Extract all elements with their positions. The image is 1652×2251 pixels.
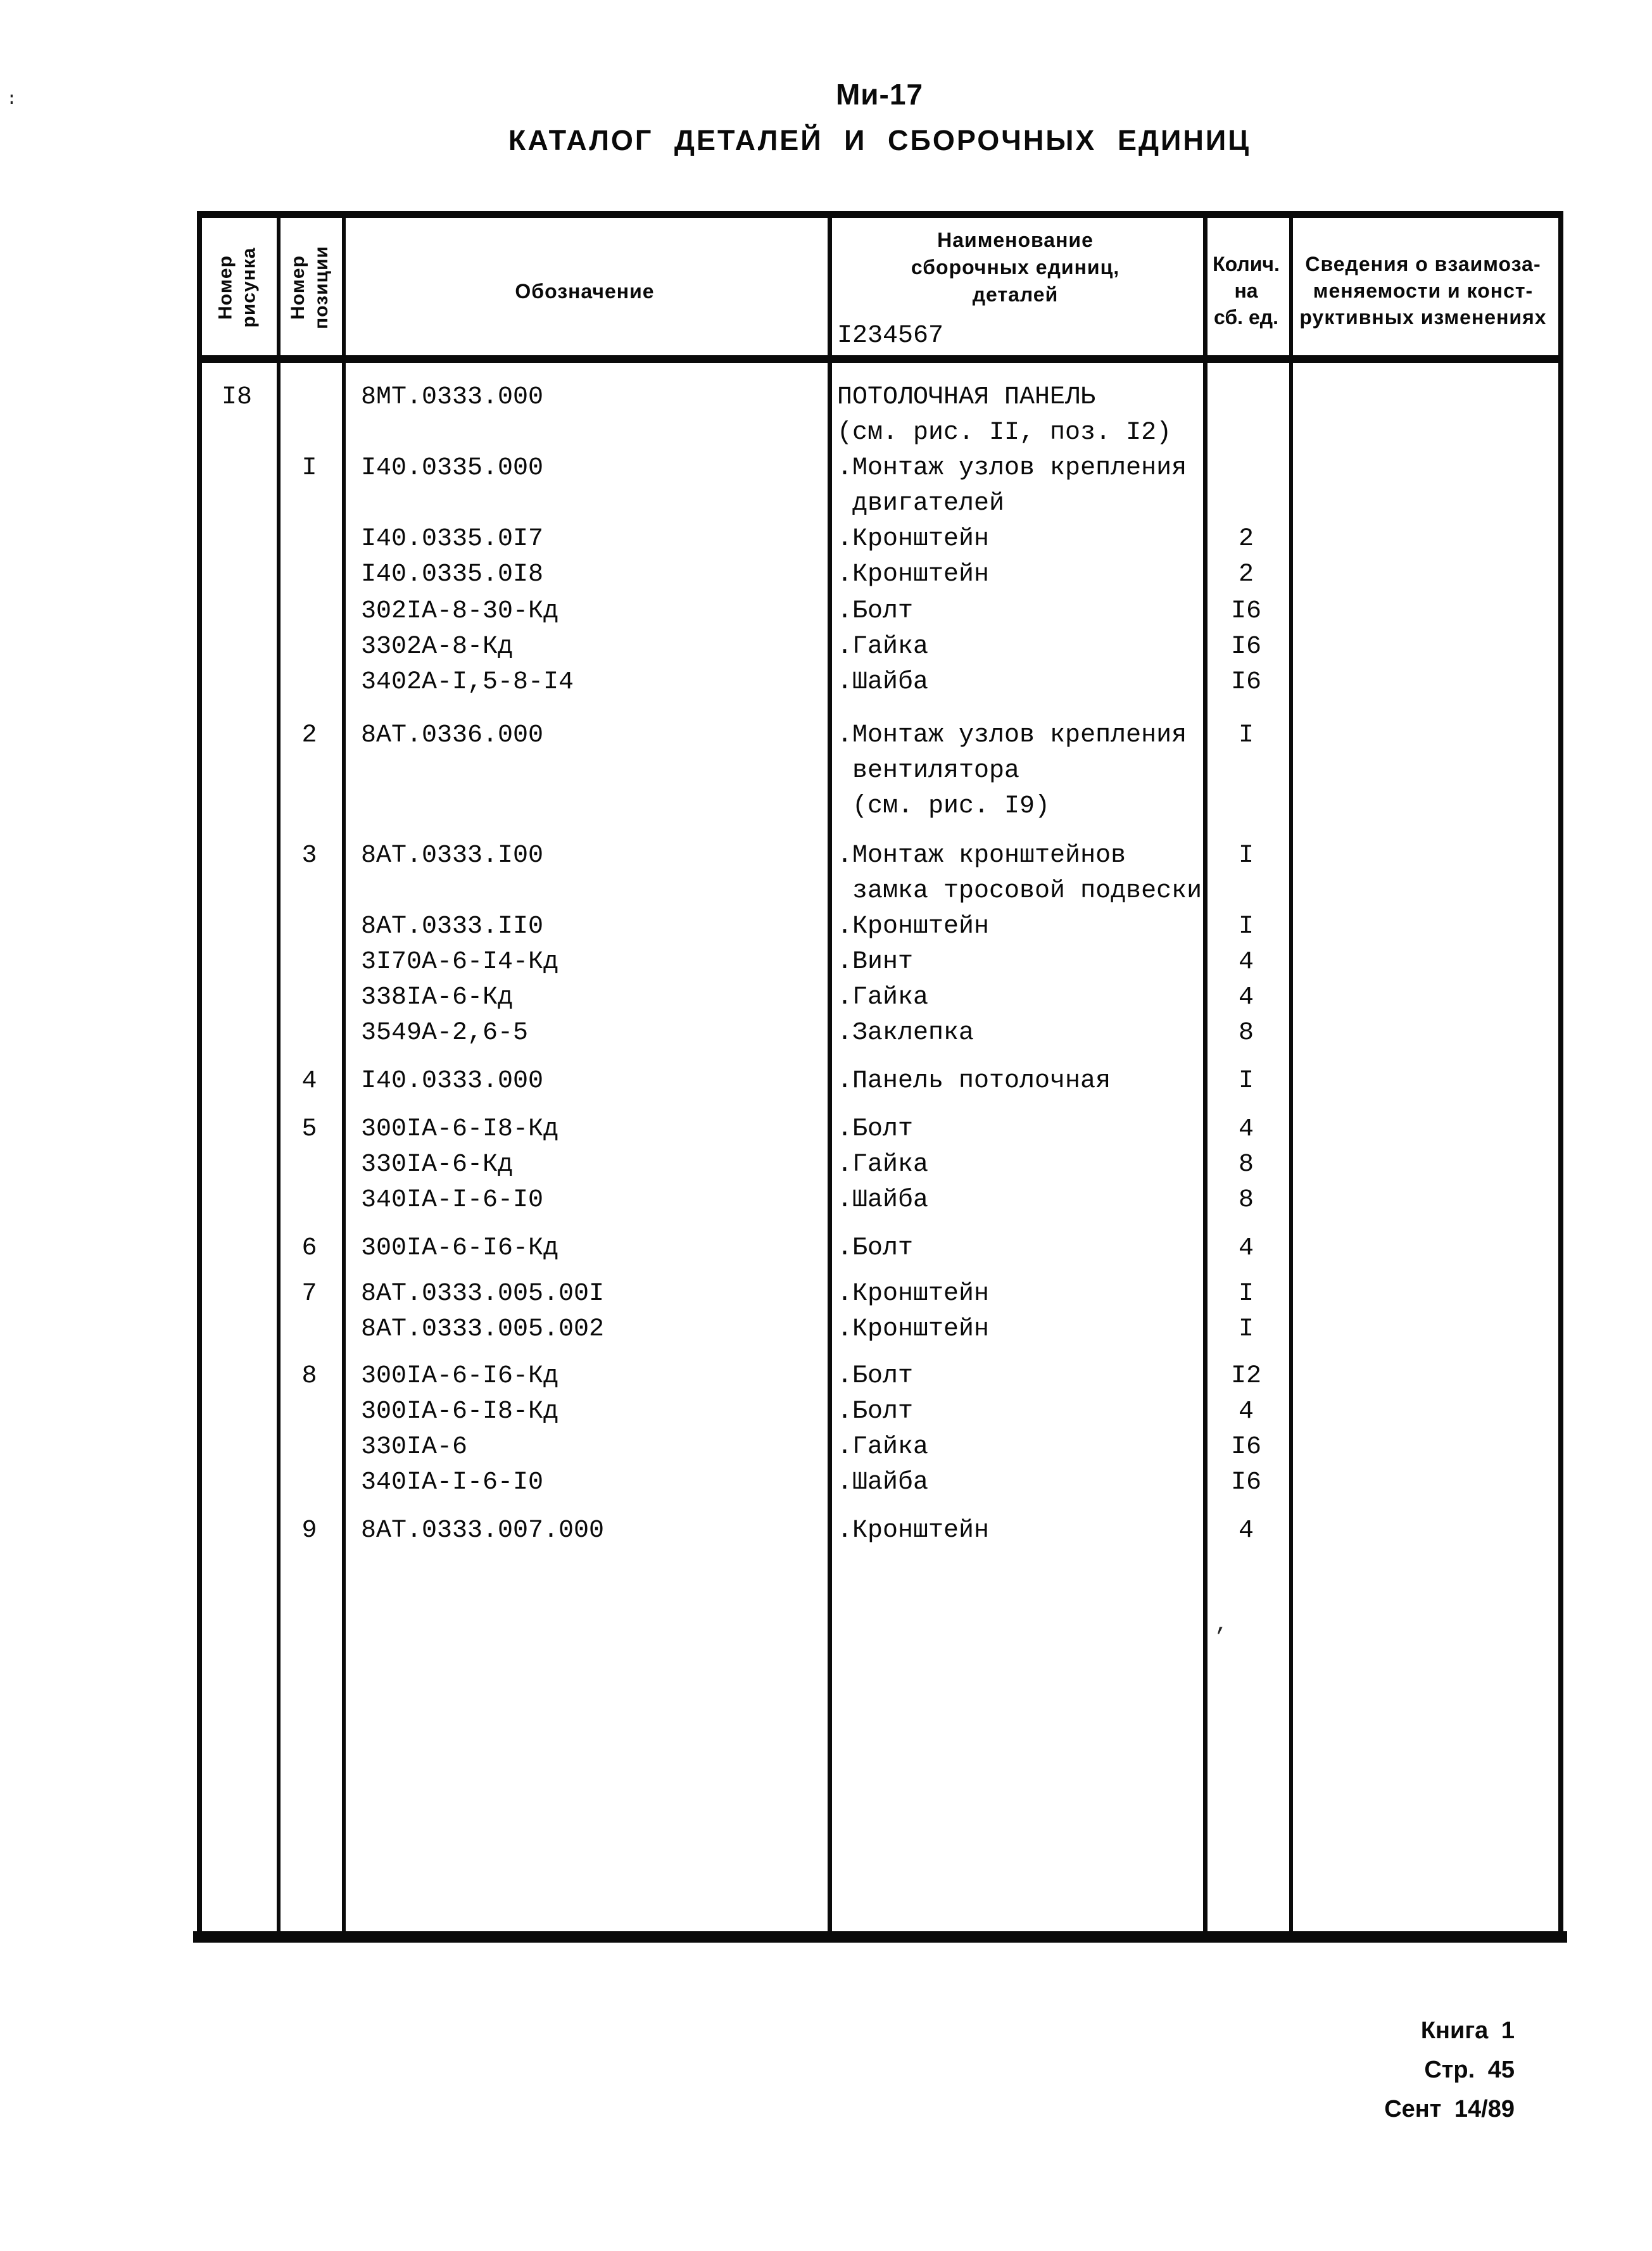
scan-artifact: : xyxy=(6,90,17,110)
table-row xyxy=(0,524,1652,560)
cell-code: 300IА-6-I8-Кд xyxy=(361,1115,559,1144)
header-label: деталей xyxy=(972,283,1059,306)
header-label: Номер xyxy=(287,255,308,320)
cell-name: .Болт xyxy=(837,597,914,626)
cell-pos: 2 xyxy=(301,721,317,750)
cell-fig: I8 xyxy=(221,383,252,412)
header-label: позиции xyxy=(310,246,332,329)
cell-pos: 5 xyxy=(301,1115,317,1144)
cell-qty: I2 xyxy=(1230,1362,1261,1390)
cell-name: .Панель потолочная xyxy=(837,1067,1111,1095)
cell-qty: 4 xyxy=(1238,1115,1254,1144)
footer-date: Сент 14/89 xyxy=(1384,2096,1515,2122)
cell-qty: 4 xyxy=(1238,983,1254,1012)
cell-code: 8МТ.0333.000 xyxy=(361,383,544,412)
cell-name: .Шайба xyxy=(837,668,929,697)
cell-code: 3402А-I,5-8-I4 xyxy=(361,668,574,697)
table-row xyxy=(0,841,1652,876)
cell-name: .Болт xyxy=(837,1115,914,1144)
cell-name: ПОТОЛОЧНАЯ ПАНЕЛЬ xyxy=(837,383,1096,412)
table-row xyxy=(0,1315,1652,1350)
cell-name: .Монтаж узлов крепления xyxy=(837,721,1187,750)
scan-artifact: ’ xyxy=(1213,1625,1227,1651)
table-row xyxy=(0,791,1652,827)
cell-code: 302IА-8-30-Кд xyxy=(361,597,559,626)
header-label: меняемости и конст- xyxy=(1313,279,1534,302)
cell-name: .Болт xyxy=(837,1362,914,1390)
header-label: сб. ед. xyxy=(1214,306,1278,329)
cell-qty: 4 xyxy=(1238,1397,1254,1426)
header-label: Номер xyxy=(215,255,236,320)
cell-qty: 8 xyxy=(1238,1186,1254,1214)
table-row xyxy=(0,453,1652,489)
cell-name: .Кронштейн xyxy=(837,1516,990,1545)
cell-qty: I6 xyxy=(1230,597,1261,626)
footer-page: Стр. 45 xyxy=(1424,2057,1515,2083)
table-row xyxy=(0,418,1652,453)
cell-name: двигателей xyxy=(837,489,1005,518)
cell-name: (см. рис. II, поз. I2) xyxy=(837,419,1172,447)
cell-pos: 6 xyxy=(301,1234,317,1263)
cell-pos: I xyxy=(301,454,317,482)
cell-name: .Монтаж узлов крепления xyxy=(837,454,1187,482)
cell-name: .Кронштейн xyxy=(837,525,990,553)
cell-qty: I xyxy=(1238,912,1254,941)
table-header-separator xyxy=(197,355,1563,363)
cell-name: .Гайка xyxy=(837,633,929,661)
page-title: КАТАЛОГ ДЕТАЛЕЙ И СБОРОЧНЫХ ЕДИНИЦ xyxy=(508,124,1251,156)
footer-book: Книга 1 xyxy=(1420,2017,1515,2044)
cell-code: 330IА-6-Кд xyxy=(361,1151,514,1179)
header-name-note: I234567 xyxy=(837,322,944,350)
cell-qty: I xyxy=(1238,721,1254,750)
cell-name: .Шайба xyxy=(837,1186,929,1214)
header-position-number xyxy=(277,220,342,355)
cell-name: .Гайка xyxy=(837,1151,929,1179)
cell-qty: 8 xyxy=(1238,1019,1254,1047)
header-name xyxy=(828,227,1203,308)
table-border-top xyxy=(197,211,1563,218)
header-figure-number xyxy=(197,220,277,355)
table-row xyxy=(0,632,1652,667)
cell-pos: 3 xyxy=(301,842,317,870)
cell-qty: I xyxy=(1238,842,1254,870)
cell-name: .Заклепка xyxy=(837,1019,974,1047)
cell-code: 8АТ.0333.005.00I xyxy=(361,1280,605,1308)
cell-name: вентилятора xyxy=(837,757,1020,785)
table-row xyxy=(0,1361,1652,1397)
table-row xyxy=(0,382,1652,418)
cell-name: .Кронштейн xyxy=(837,912,990,941)
table-row xyxy=(0,947,1652,983)
table-row xyxy=(0,1468,1652,1503)
cell-qty: I xyxy=(1238,1280,1254,1308)
table-row xyxy=(0,1066,1652,1102)
cell-code: 300IА-6-I6-Кд xyxy=(361,1234,559,1263)
cell-qty: I6 xyxy=(1230,1468,1261,1497)
cell-code: 330IА-6 xyxy=(361,1433,468,1461)
table-row xyxy=(0,1114,1652,1150)
cell-code: I40.0335.0I7 xyxy=(361,525,544,553)
cell-qty: I6 xyxy=(1230,633,1261,661)
cell-qty: I xyxy=(1238,1315,1254,1344)
cell-code: I40.0333.000 xyxy=(361,1067,544,1095)
table-row xyxy=(0,1279,1652,1315)
cell-name: .Винт xyxy=(837,948,914,976)
table-row xyxy=(0,1150,1652,1185)
cell-name: замка тросовой подвески xyxy=(837,877,1202,905)
table-row xyxy=(0,1185,1652,1221)
cell-code: 3I70А-6-I4-Кд xyxy=(361,948,559,976)
cell-code: 8АТ.0336.000 xyxy=(361,721,544,750)
cell-code: 300IА-6-I6-Кд xyxy=(361,1362,559,1390)
table-row xyxy=(0,721,1652,756)
aircraft-model-title: Ми-17 xyxy=(835,78,924,111)
cell-qty: 4 xyxy=(1238,948,1254,976)
table-row xyxy=(0,667,1652,703)
header-label: Сведения о взаимоза- xyxy=(1305,253,1541,275)
cell-name: .Монтаж кронштейнов xyxy=(837,842,1126,870)
header-label: сборочных единиц, xyxy=(911,256,1120,279)
header-label: рисунка xyxy=(238,247,259,328)
table-row xyxy=(0,1516,1652,1551)
table-row xyxy=(0,1397,1652,1432)
cell-code: 300IА-6-I8-Кд xyxy=(361,1397,559,1426)
cell-code: 8АТ.0333.005.002 xyxy=(361,1315,605,1344)
header-designation: Обозначение xyxy=(515,280,655,303)
header-quantity xyxy=(1203,251,1289,331)
cell-name: .Шайба xyxy=(837,1468,929,1497)
cell-pos: 8 xyxy=(301,1362,317,1390)
cell-qty: 8 xyxy=(1238,1151,1254,1179)
table-row xyxy=(0,912,1652,947)
cell-code: 8АТ.0333.II0 xyxy=(361,912,544,941)
table-row xyxy=(0,560,1652,595)
cell-name: .Болт xyxy=(837,1234,914,1263)
table-row xyxy=(0,756,1652,791)
header-label: руктивных изменениях xyxy=(1299,306,1547,329)
cell-code: I40.0335.000 xyxy=(361,454,544,482)
table-row xyxy=(0,983,1652,1018)
cell-qty: I xyxy=(1238,1067,1254,1095)
cell-name: .Гайка xyxy=(837,1433,929,1461)
cell-pos: 7 xyxy=(301,1280,317,1308)
cell-code: 340IА-I-6-I0 xyxy=(361,1468,544,1497)
cell-name: .Болт xyxy=(837,1397,914,1426)
page-footer xyxy=(1203,2011,1515,2129)
header-interchangeability xyxy=(1289,251,1557,331)
cell-code: 3549А-2,6-5 xyxy=(361,1019,529,1047)
table-row xyxy=(0,1432,1652,1468)
cell-name: .Кронштейн xyxy=(837,1280,990,1308)
cell-name: .Кронштейн xyxy=(837,1315,990,1344)
table-row xyxy=(0,596,1652,632)
table-row xyxy=(0,1233,1652,1269)
cell-qty: 4 xyxy=(1238,1234,1254,1263)
cell-code: 338IА-6-Кд xyxy=(361,983,514,1012)
cell-code: 340IА-I-6-I0 xyxy=(361,1186,544,1214)
cell-qty: I6 xyxy=(1230,668,1261,697)
cell-pos: 4 xyxy=(301,1067,317,1095)
table-row xyxy=(0,1018,1652,1054)
cell-code: I40.0335.0I8 xyxy=(361,560,544,589)
cell-code: 8АТ.0333.I00 xyxy=(361,842,544,870)
header-label: на xyxy=(1234,279,1258,302)
table-row xyxy=(0,876,1652,912)
cell-qty: 2 xyxy=(1238,525,1254,553)
table-border-bottom xyxy=(193,1931,1567,1943)
cell-name: .Гайка xyxy=(837,983,929,1012)
cell-name: .Кронштейн xyxy=(837,560,990,589)
header-label: Наименование xyxy=(937,229,1094,251)
cell-code: 8АТ.0333.007.000 xyxy=(361,1516,605,1545)
cell-qty: 4 xyxy=(1238,1516,1254,1545)
cell-qty: 2 xyxy=(1238,560,1254,589)
cell-qty: I6 xyxy=(1230,1433,1261,1461)
table-row xyxy=(0,489,1652,524)
header-label: Колич. xyxy=(1213,253,1280,275)
cell-name: (см. рис. I9) xyxy=(837,792,1050,821)
cell-pos: 9 xyxy=(301,1516,317,1545)
cell-code: 3302А-8-Кд xyxy=(361,633,514,661)
